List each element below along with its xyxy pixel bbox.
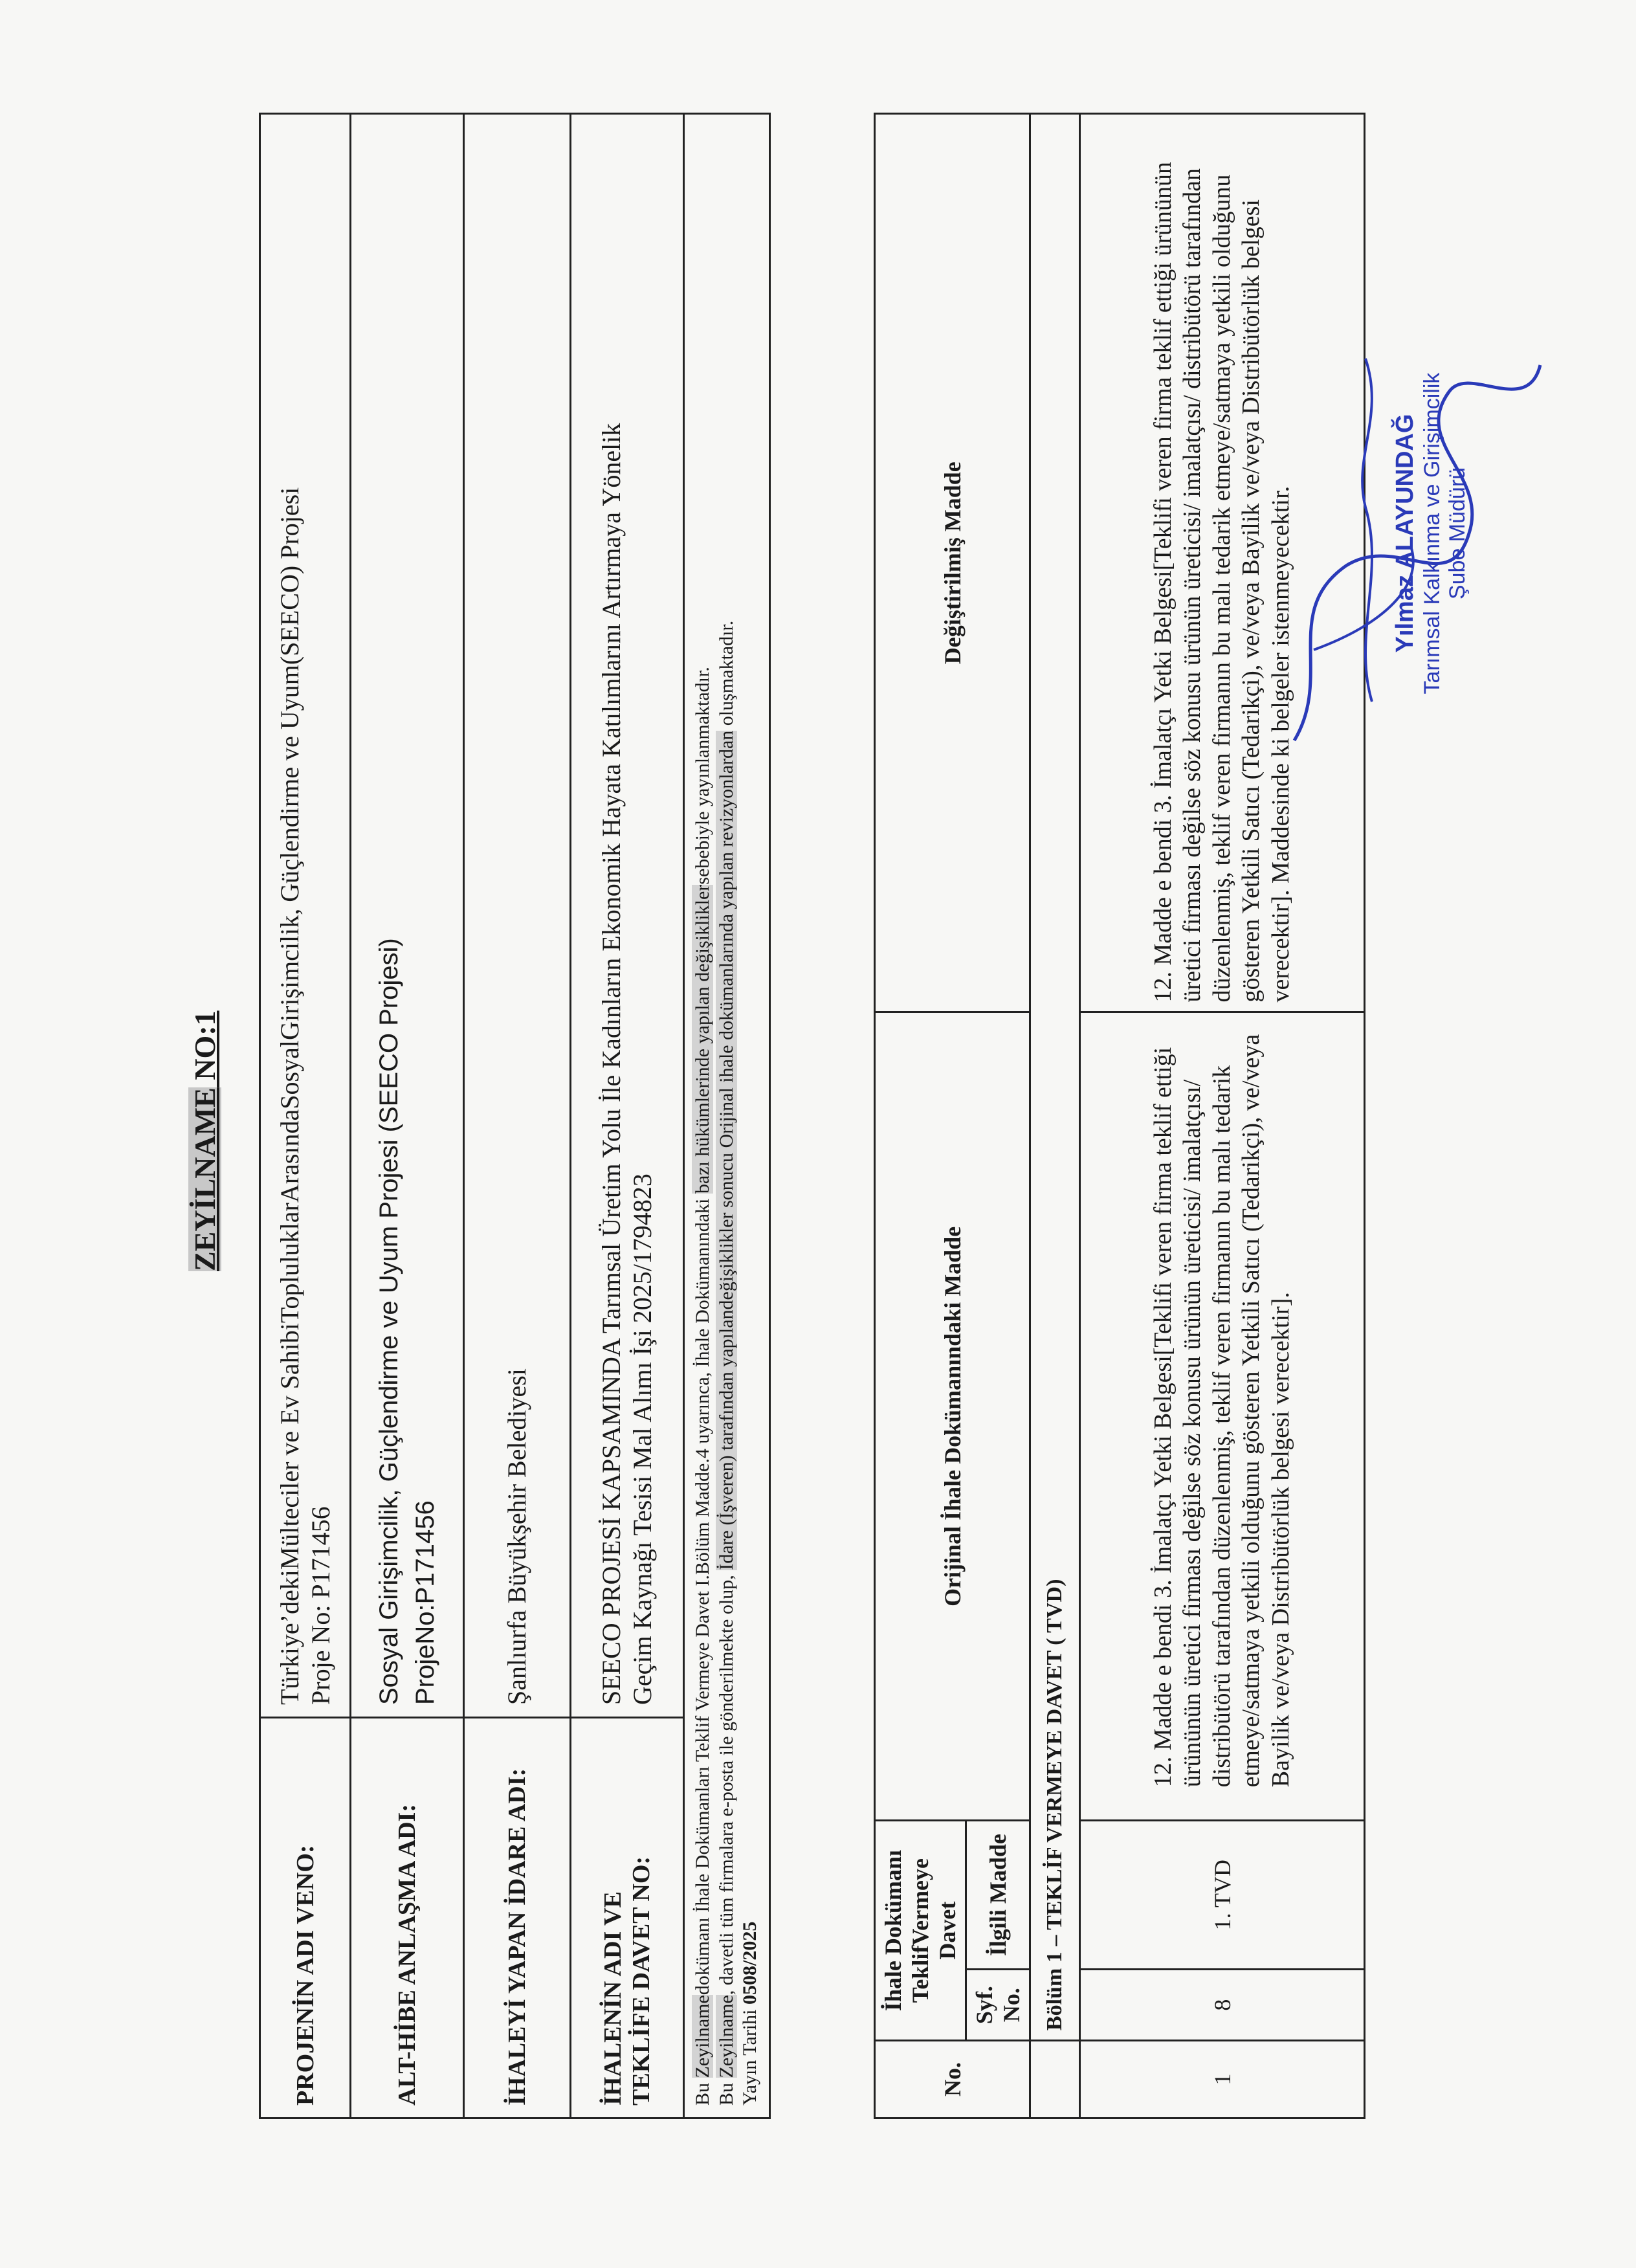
header-no: No. <box>875 2041 1030 2118</box>
note-text: , davetli tüm firmalara e-posta ile gönderilmekte olup, <box>715 1570 737 1996</box>
header-row-1 <box>875 114 966 2118</box>
label-project-name: PROJENİN ADI VENO: <box>260 1718 351 2118</box>
row-page: 8 <box>1080 1970 1365 2041</box>
row-original-text: 12. Madde e bendi 3. İmalatçı Yetki Belgesi[Teklifi veren firma teklif ettiği ürününün üretici firması değilse söz konusu ürünün üreticisi/ imalatçısı/ distribütörü tarafından düzenlenmiş, teklif veren firmanın bu malı tedarik etmeye/satmaya yetkili olduğunu gösteren Yetkili Satıcı (Tedarikçi), ve/veya Bayilik ve/veya Distribütörlük belgesi verecektir]. <box>1080 1012 1365 1821</box>
signer-name: Yılmaz ALAYUNDAĞ <box>1391 414 1419 653</box>
project-number-text: Proje No: P171456 <box>305 1506 335 1705</box>
signer-title-line1: Tarımsal Kalkınma ve Girişimcilik <box>1419 372 1444 695</box>
value-project-name <box>260 114 351 1718</box>
header-article: İlgili Madde <box>966 1821 1030 1970</box>
header-original: Orijinal İhale Dokümanındaki Madde <box>875 1012 1030 1821</box>
note-highlight: Zeyilname <box>715 1995 737 2078</box>
header-page-line2: No. <box>999 1988 1024 2023</box>
note-text: sebebiyle yayınlanmaktadır. <box>692 667 713 885</box>
note-paragraph-2 <box>715 126 739 2106</box>
note-text: dokümanı İhale Dokümanları Teklif Vermeye Davet I.Bölüm Madde.4 uyarınca, İhale Dokümanındaki <box>692 1194 713 1996</box>
publish-date-label: Yayın Tarihi <box>739 2005 761 2106</box>
label-tender-line1: İHALENİN ADI VE <box>599 1891 626 2106</box>
section-row <box>1030 114 1080 2118</box>
value-authority: Şanlıurfa Büyükşehir Belediyesi <box>464 114 571 1718</box>
note-highlight: İdare (İşveren) tarafından yapılandeğişiklikler sonucu Orijinal ihale dokümanlarında yapılan revizyonlardan <box>715 730 737 1570</box>
subgrant-name-text: Sosyal Girişimcilik, Güçlendirme ve Uyum Projesi (SEECO Projesi) <box>375 938 403 1705</box>
header-page-line1: Syf. <box>971 1986 997 2025</box>
note-publish-date <box>738 126 762 2106</box>
title-number: NO:1 <box>188 1010 221 1088</box>
row-changed-text: 12. Madde e bendi 3. İmalatçı Yetki Belgesi[Teklifi veren firma teklif ettiği ürününün üretici firması değilse söz konusu ürünün üreticisi/ imalatçısı/ distribütörü tarafından düzenlenmiş, teklif veren firmanın bu malı tedarik etmeye/satmaya yetkili olduğunu gösteren Yetkili Satıcı (Tedarikçi), ve/veya Bayilik ve/veya Distribütörlük belgesi verecektir]. Maddesinde ki belgeler istenmeyecektir. <box>1080 114 1365 1013</box>
info-row-authority <box>464 114 571 2118</box>
value-tender <box>571 114 684 1718</box>
publish-date-value: 0508/2025 <box>739 1921 761 2005</box>
header-page <box>966 1970 1030 2041</box>
row-article: 1. TVD <box>1080 1821 1365 1970</box>
info-row-note <box>684 114 770 2118</box>
project-name-text: Türkiye’dekiMülteciler ve Ev SahibiToplulukl​arArasındaSosyalGirişimcilik, Güçlendirme ve Uyum(SEECO) Projesi <box>274 487 304 1705</box>
note-text: oluşmaktadır. <box>715 620 737 731</box>
signature-stamp <box>1391 352 1470 715</box>
subgrant-number-text: ProjeNo:P171456 <box>411 1500 439 1705</box>
signer-title-line2: Şube Müdürü <box>1444 467 1470 600</box>
addendum-note <box>684 114 770 2118</box>
project-info-table <box>259 113 771 2119</box>
note-text: Bu <box>715 2078 737 2106</box>
note-paragraph-1 <box>691 126 715 2106</box>
header-document-line1: İhale Dokümanı <box>880 1850 906 2012</box>
label-tender-line2: TEKLİFE DAVET NO: <box>628 1856 655 2106</box>
info-row-project <box>260 114 351 2118</box>
label-authority: İHALEYİ YAPAN İDARE ADI: <box>464 1718 571 2118</box>
tender-number-text: Geçim Kaynağı Tesisi Mal Alımı İşi 2025/1794823 <box>628 1173 657 1705</box>
header-changed: Değiştirilmiş Madde <box>875 114 1030 1013</box>
tender-name-text: SEECO PROJESİ KAPSAMINDA Tarımsal Üretim Yolu İle Kadınların Ekonomik Hayata Katılımlarını Artırmaya Yönelik <box>597 423 626 1705</box>
value-subgrant-name <box>351 114 464 1718</box>
header-document <box>875 1821 966 2041</box>
note-text: Bu <box>692 2078 713 2106</box>
page-title <box>188 1010 222 1271</box>
info-row-subgrant <box>351 114 464 2118</box>
section-title: Bölüm 1 – TEKLİF VERMEYE DAVET ( TVD) <box>1030 114 1080 2041</box>
row-no: 1 <box>1080 2041 1365 2118</box>
label-tender <box>571 1718 684 2118</box>
section-blank <box>1030 2041 1080 2118</box>
label-subgrant-name: ALT-HİBE ANLAŞMA ADI: <box>351 1718 464 2118</box>
header-document-line2: TeklifVermeye Davet <box>907 1858 960 2003</box>
note-highlight: Zeyilname <box>692 1995 713 2078</box>
info-row-tender <box>571 114 684 2118</box>
note-highlight: bazı hükümlerinde yapılan değişiklikler <box>692 884 713 1194</box>
title-highlight: ZEYİLNAME <box>188 1087 221 1271</box>
